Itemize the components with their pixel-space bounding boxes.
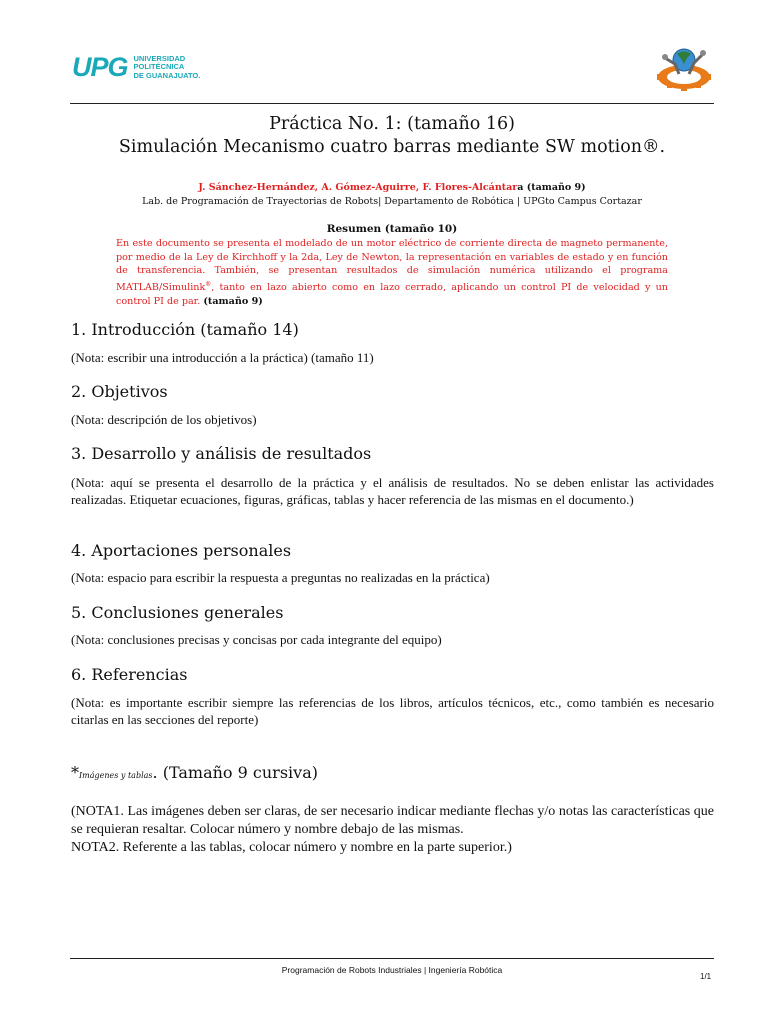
section-note-referencias: (Nota: es importante escribir siempre las referencias de los libros, artículos técnicos, etc., como también es necesario citarlas en las secciones del reporte) [71, 695, 714, 727]
section-note-desarrollo: (Nota: aquí se presenta el desarrollo de la práctica y el análisis de resultados. No se deben enlistar las actividades realizadas. Etiquetar ecuaciones, figuras, gráficas, tablas y hacer referencia de las mismas en el documento.) [71, 475, 714, 507]
practice-subtitle: Simulación Mecanismo cuatro barras mediante SW motion®. [118, 137, 666, 157]
section-heading-desarrollo: 3. Desarrollo y análisis de resultados [71, 444, 372, 463]
images-tables-dot: . [152, 763, 158, 782]
robotics-emblem-icon [653, 44, 715, 92]
authors-line [70, 182, 714, 193]
section-heading-objetivos: 2. Objetivos [71, 382, 168, 401]
logo-mark: UPG [72, 52, 128, 82]
notes-block [71, 803, 714, 857]
images-tables-label: Imágenes y tablas [79, 771, 153, 780]
abstract-text: En este documento se presenta el modelado de un motor eléctrico de corriente directa de magneto permanente, por medio de la Ley de Kirchhoff y la 2da, Ley de Newton, la representación en variables de estado y en función de transferencia. También, se presentan resultados de simulación numérica utilizando el programa MATLAB/Simulink [116, 238, 668, 294]
author-size-note: a (tamaño 9) [517, 182, 586, 193]
section-note-aportaciones: (Nota: espacio para escribir la respuesta a preguntas no realizadas en la práctica) [71, 570, 490, 585]
nota-2: NOTA2. Referente a las tablas, colocar número y nombre en la parte superior.) [71, 840, 512, 855]
abstract-body [116, 237, 668, 309]
page-number: 1/1 [700, 972, 712, 981]
header-divider [70, 103, 714, 104]
section-heading-introduccion: 1. Introducción (tamaño 14) [71, 320, 299, 339]
section-note-introduccion: (Nota: escribir una introducción a la práctica) (tamaño 11) [71, 350, 374, 365]
images-tables-note [71, 763, 318, 782]
logo-text [134, 55, 201, 81]
abstract-size-note: (tamaño 9) [203, 296, 263, 307]
images-tables-size: (Tamaño 9 cursiva) [157, 763, 318, 782]
section-heading-aportaciones: 4. Aportaciones personales [71, 541, 292, 560]
practice-title: Práctica No. 1: (tamaño 16) [269, 114, 515, 134]
section-note-conclusiones: (Nota: conclusiones precisas y concisas por cada integrante del equipo) [71, 632, 442, 647]
logo-line: UNIVERSIDAD [133, 53, 186, 63]
abstract-superscript: ® [205, 281, 212, 289]
footer-divider [70, 958, 714, 959]
asterisk: * [71, 763, 79, 782]
author-names: J. Sánchez-Hernández, A. Gómez-Aguirre, F. Flores-Alcántar [198, 182, 518, 193]
section-note-objetivos: (Nota: descripción de los objetivos) [71, 412, 257, 427]
abstract-text-cont: , tanto en lazo abierto como en lazo cerrado, aplicando un control PI de velocidad y un control PI de par. [116, 282, 668, 307]
university-logo [72, 54, 200, 81]
nota-1: (NOTA1. Las imágenes deben ser claras, de ser necesario indicar mediante flechas y/o notas las características que se requieran resaltar. Colocar número y nombre debajo de las mismas. [71, 804, 714, 837]
section-heading-conclusiones: 5. Conclusiones generales [71, 603, 284, 622]
section-heading-referencias: 6. Referencias [71, 665, 188, 684]
footer-text: Programación de Robots Industriales | Ingeniería Robótica [281, 965, 503, 975]
logo-line: POLITÉCNICA [133, 62, 185, 72]
abstract-heading: Resumen (tamaño 10) [326, 223, 458, 235]
affiliation-line: Lab. de Programación de Trayectorias de Robots| Departamento de Robótica | UPGto Campus Cortazar [142, 196, 642, 207]
logo-line: DE GUANAJUATO. [133, 70, 201, 80]
